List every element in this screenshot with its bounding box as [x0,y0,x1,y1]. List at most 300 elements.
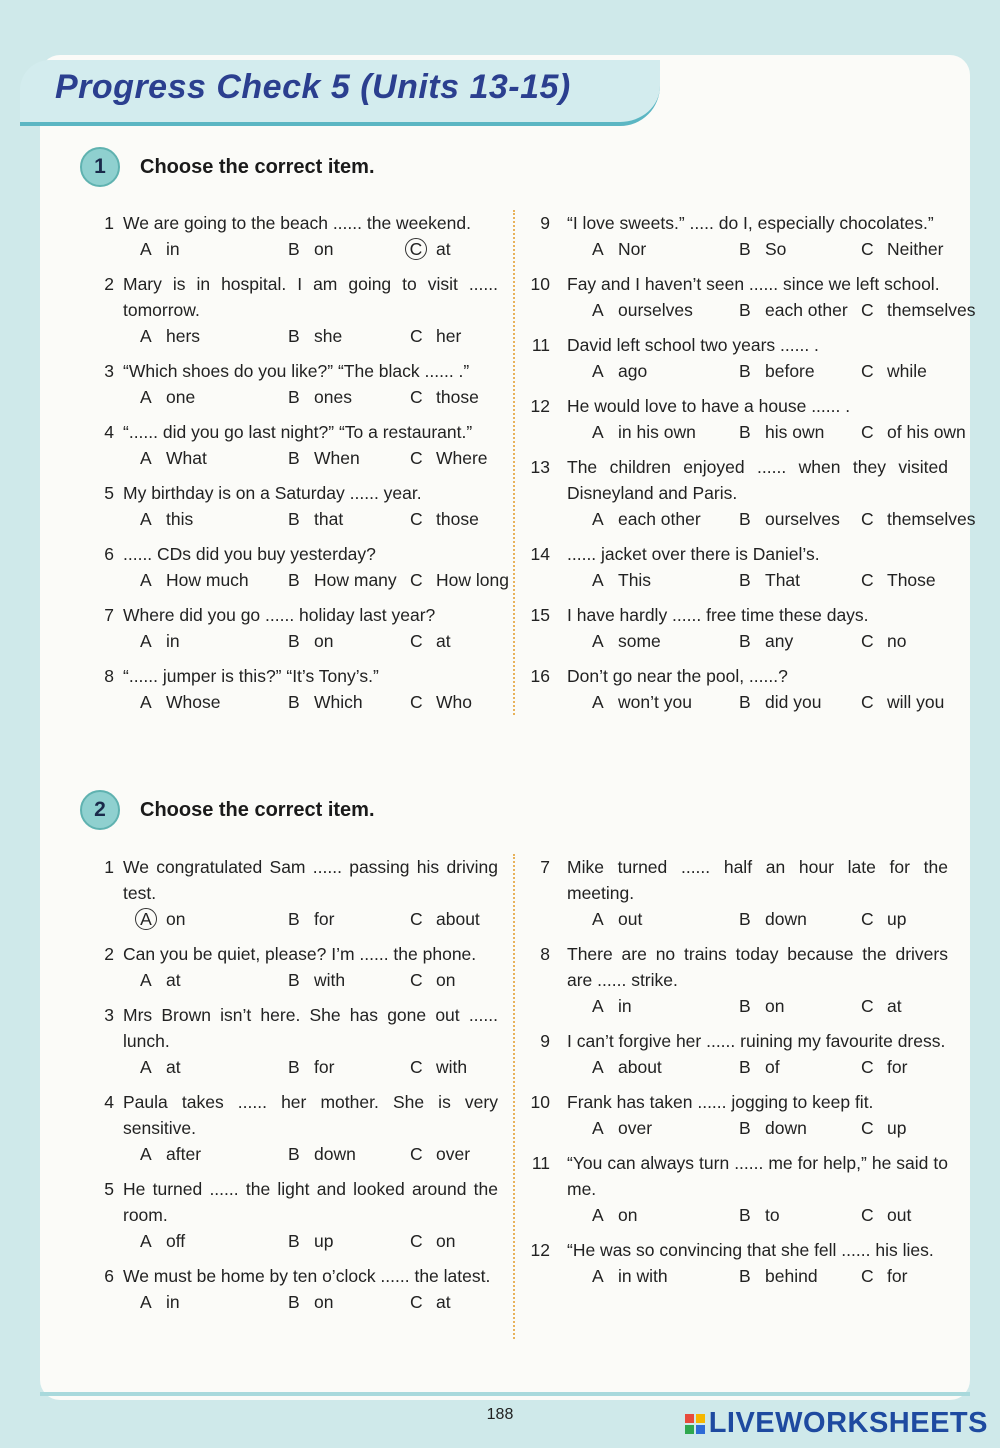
option-a[interactable] [140,567,249,593]
option-b[interactable] [739,906,807,932]
section-2-title: Choose the correct item. [140,798,375,821]
question-number: 6 [104,544,114,564]
option-text: up [887,909,907,929]
option-text: at [166,970,181,990]
option-text: on [618,1205,638,1225]
question-item [542,854,948,932]
question-text: ...... jacket over there is Daniel’s. [567,544,820,564]
option-letter: A [592,509,604,529]
option-b[interactable] [288,1228,333,1254]
question-number: 7 [104,605,114,625]
option-letter: A [140,570,152,590]
question-item [531,1150,948,1228]
option-b[interactable] [288,628,333,654]
option-a[interactable] [140,689,220,715]
answer-options [567,628,948,654]
question-item [98,854,498,932]
option-c[interactable] [410,506,479,532]
option-letter: B [739,996,751,1016]
option-text: with [314,970,346,990]
question-number: 12 [530,1240,550,1260]
question-item [98,1089,498,1167]
option-text: ourselves [765,509,840,529]
question-number: 15 [530,605,550,625]
section-1-badge: 1 [80,147,120,187]
option-text: in [166,631,180,651]
answer-options [123,906,498,932]
answer-options [123,689,498,715]
option-c[interactable] [410,1228,455,1254]
question-number: 16 [530,666,550,686]
option-letter: A [592,361,604,381]
option-c[interactable] [410,567,509,593]
option-a[interactable] [592,358,647,384]
option-letter: C [861,692,874,712]
section-1-header [80,147,375,187]
option-text: any [765,631,794,651]
option-a[interactable] [592,1263,668,1289]
option-letter: A [140,239,152,259]
option-a[interactable] [140,445,207,471]
option-b[interactable] [739,1263,818,1289]
option-a[interactable] [592,906,642,932]
option-text: with [436,1057,468,1077]
option-text: How long [436,570,509,590]
option-c[interactable] [410,236,451,262]
brand-logo [685,1407,988,1440]
question-item [98,419,498,471]
answer-options [123,236,498,262]
option-letter: A [140,692,152,712]
option-a[interactable] [140,1141,201,1167]
option-b[interactable] [288,445,360,471]
option-b[interactable] [288,689,363,715]
option-text: while [887,361,927,381]
option-text: one [166,387,196,407]
option-text: about [618,1057,662,1077]
option-letter: A [592,239,604,259]
question-text: Fay and I haven’t seen ...... since we left school. [567,274,940,294]
option-text: at [436,631,451,651]
page-title: Progress Check 5 (Units 13-15) [55,68,571,106]
question-number: 4 [104,422,114,442]
option-letter: B [739,239,751,259]
question-number: 13 [530,457,550,477]
question-text: My birthday is on a Saturday ...... year. [123,483,422,503]
option-a[interactable] [592,628,661,654]
option-text: ago [618,361,648,381]
option-letter: B [739,509,751,529]
option-c[interactable] [410,1054,467,1080]
question-text: “I love sweets.” ..... do I, especially chocolates.” [567,213,934,233]
option-text: Where [436,448,488,468]
option-a[interactable] [140,236,180,262]
question-text: Frank has taken ...... jogging to keep fit. [567,1092,874,1112]
question-text: “...... did you go last night?” “To a restaurant.” [123,422,473,442]
option-letter: B [288,239,300,259]
option-text: won’t you [618,692,692,712]
option-a[interactable] [592,689,692,715]
option-c[interactable] [861,506,976,532]
question-item [98,480,498,532]
question-text: Can you be quiet, please? I’m ...... the phone. [123,944,477,964]
option-b[interactable] [288,236,333,262]
option-c[interactable] [410,906,480,932]
question-item [542,941,948,1019]
option-letter: A [140,1292,152,1312]
option-text: at [166,1057,181,1077]
question-text: We must be home by ten o’clock ...... the latest. [123,1266,491,1286]
option-text: ourselves [618,300,693,320]
question-number: 10 [530,274,550,294]
question-number: 8 [540,944,550,964]
option-c[interactable] [410,1141,470,1167]
option-b[interactable] [739,358,815,384]
option-letter: A [140,970,152,990]
answer-options [567,993,948,1019]
option-letter: A [592,300,604,320]
question-text: We congratulated Sam ...... passing his driving test. [123,857,498,903]
question-item [530,541,948,593]
answer-options [123,323,498,349]
option-letter: B [288,1292,300,1312]
question-number: 10 [530,1092,550,1112]
option-letter: C [861,1266,874,1286]
section-1-title: Choose the correct item. [140,155,375,178]
option-text: her [436,326,462,346]
option-c[interactable] [861,297,976,323]
option-text: on [765,996,785,1016]
option-text: Whose [166,692,221,712]
option-a[interactable] [140,506,193,532]
option-letter: C [861,1118,874,1138]
answer-options [123,967,498,993]
question-text: He would love to have a house ...... . [567,396,851,416]
option-text: this [166,509,194,529]
option-text: hers [166,326,201,346]
option-b[interactable] [288,1054,334,1080]
section-2-badge: 2 [80,790,120,830]
option-a[interactable] [140,967,181,993]
option-a[interactable] [592,1202,637,1228]
option-letter: B [739,1118,751,1138]
option-letter: C [861,422,874,442]
option-letter: A [592,422,604,442]
option-text: over [618,1118,653,1138]
option-text: out [618,909,643,929]
question-item [542,210,948,262]
option-c[interactable] [861,567,936,593]
answer-options [123,628,498,654]
option-b[interactable] [288,1289,333,1315]
option-text: So [765,239,787,259]
option-letter: A [592,909,604,929]
option-b[interactable] [739,567,800,593]
question-number: 4 [104,1092,114,1112]
option-text: over [436,1144,471,1164]
option-a[interactable] [140,384,195,410]
option-letter: C [410,1144,423,1164]
question-number: 3 [104,1005,114,1025]
option-b[interactable] [288,1141,356,1167]
option-b[interactable] [739,1115,807,1141]
option-b[interactable] [288,906,334,932]
answer-options [567,297,976,323]
option-text: those [436,509,479,529]
option-letter: A [592,1266,604,1286]
option-letter: A [140,387,152,407]
section-1-left-column [98,210,509,724]
option-text: That [765,570,801,590]
option-letter: C [410,692,423,712]
option-a[interactable] [140,323,200,349]
question-number: 1 [104,213,114,233]
option-text: at [436,239,451,259]
option-text: at [436,1292,451,1312]
question-text: Mike turned ...... half an hour late for the meeting. [567,857,948,903]
question-number: 5 [104,483,114,503]
answer-options [567,358,948,384]
question-item [530,602,948,654]
option-letter: B [739,1266,751,1286]
option-c[interactable] [861,993,902,1019]
question-item [542,1028,948,1080]
option-text: on [436,970,456,990]
option-letter: A [140,326,152,346]
option-text: ones [314,387,352,407]
option-c[interactable] [410,1289,451,1315]
option-b[interactable] [739,993,784,1019]
question-text: I can’t forgive her ...... ruining my favourite dress. [567,1031,946,1051]
option-text: each other [618,509,701,529]
option-b[interactable] [288,323,342,349]
option-text: for [887,1266,908,1286]
option-c[interactable] [410,628,451,654]
section-2-right-column [530,854,948,1298]
option-letter: B [288,909,300,929]
option-letter: A [592,692,604,712]
answer-options [567,1263,948,1289]
option-b[interactable] [739,1202,780,1228]
option-letter: C [861,1205,874,1225]
question-item [530,271,976,323]
option-c[interactable] [410,445,488,471]
question-text: “...... jumper is this?” “It’s Tony’s.” [123,666,379,686]
option-letter: C [861,1057,874,1077]
circled-answer-marker: C [405,238,427,260]
option-a[interactable] [140,906,185,932]
option-c[interactable] [861,1202,911,1228]
option-text: on [314,631,334,651]
question-text: ...... CDs did you buy yesterday? [123,544,376,564]
option-b[interactable] [739,236,786,262]
option-letter: C [410,326,423,346]
option-letter: B [288,970,300,990]
option-c[interactable] [861,236,943,262]
option-letter: C [410,1292,423,1312]
option-c[interactable] [410,689,472,715]
option-a[interactable] [592,236,646,262]
answer-options [567,419,966,445]
option-letter: A [140,631,152,651]
option-b[interactable] [288,384,352,410]
answer-options [567,1054,948,1080]
option-a[interactable] [140,1054,181,1080]
option-letter: C [410,909,423,929]
option-a[interactable] [592,993,632,1019]
question-text: “He was so convincing that she fell ...... his lies. [567,1240,934,1260]
option-text: did you [765,692,822,712]
question-text: Don’t go near the pool, ......? [567,666,788,686]
option-c[interactable] [861,1115,906,1141]
answer-options [567,1115,948,1141]
option-c[interactable] [861,358,927,384]
option-c[interactable] [410,384,479,410]
option-b[interactable] [739,506,840,532]
option-letter: C [861,509,874,529]
question-text: “Which shoes do you like?” “The black ...... .” [123,361,470,381]
option-text: before [765,361,815,381]
option-b[interactable] [739,1054,780,1080]
option-a[interactable] [140,628,180,654]
question-number: 14 [530,544,550,564]
option-text: on [436,1231,456,1251]
option-a[interactable] [140,1289,180,1315]
answer-options [567,1202,948,1228]
option-text: each other [765,300,848,320]
option-letter: A [140,1144,152,1164]
option-letter: B [739,300,751,320]
option-text: for [314,909,335,929]
section-2-header [80,790,375,830]
option-letter: C [410,1231,423,1251]
answer-options [123,1228,498,1254]
option-letter: B [288,631,300,651]
option-letter: B [288,326,300,346]
option-letter: B [288,1231,300,1251]
option-text: themselves [887,300,976,320]
option-letter: A [592,1118,604,1138]
option-b[interactable] [288,506,343,532]
answer-options [123,1141,498,1167]
option-b[interactable] [288,967,345,993]
option-c[interactable] [410,967,455,993]
question-number: 2 [104,274,114,294]
answer-options [123,1289,498,1315]
question-item [98,602,498,654]
option-letter: C [861,631,874,651]
question-text: I have hardly ...... free time these days. [567,605,869,625]
question-item [98,541,509,593]
option-letter: A [592,1057,604,1077]
option-text: his own [765,422,825,442]
question-number: 6 [104,1266,114,1286]
option-c[interactable] [861,1263,907,1289]
question-text: Where did you go ...... holiday last year? [123,605,436,625]
question-number: 2 [104,944,114,964]
option-a[interactable] [592,297,693,323]
option-b[interactable] [288,567,397,593]
option-text: in [618,996,632,1016]
option-letter: C [410,570,423,590]
circled-answer-marker: A [135,908,157,930]
section-1-right-column [530,210,976,724]
option-text: on [314,239,334,259]
answer-options [123,506,498,532]
option-letter: B [739,1057,751,1077]
option-letter: A [592,996,604,1016]
option-b[interactable] [739,419,824,445]
option-text: Neither [887,239,944,259]
question-item [98,941,498,993]
option-text: some [618,631,661,651]
option-a[interactable] [140,1228,185,1254]
option-a[interactable] [592,419,696,445]
option-c[interactable] [861,1054,907,1080]
option-text: for [887,1057,908,1077]
question-text: Paula takes ...... her mother. She is very sensitive. [123,1092,498,1138]
option-c[interactable] [410,323,461,349]
option-text: down [314,1144,356,1164]
question-number: 11 [531,1153,550,1173]
option-text: Which [314,692,363,712]
option-b[interactable] [739,628,793,654]
question-text: Mary is in hospital. I am going to visit ...... tomorrow. [123,274,498,320]
option-c[interactable] [861,419,966,445]
option-letter: C [861,909,874,929]
question-item [98,1002,498,1080]
answer-options [567,506,976,532]
option-text: no [887,631,907,651]
option-b[interactable] [739,297,848,323]
option-letter: A [140,448,152,468]
option-text: down [765,1118,807,1138]
option-b[interactable] [739,689,821,715]
option-letter: B [739,1205,751,1225]
question-number: 3 [104,361,114,381]
option-text: Who [436,692,472,712]
option-c[interactable] [861,906,906,932]
option-letter: B [739,570,751,590]
option-text: for [314,1057,335,1077]
option-text: in [166,239,180,259]
option-letter: B [739,361,751,381]
option-text: in his own [618,422,696,442]
option-c[interactable] [861,628,906,654]
option-text: When [314,448,360,468]
option-text: How much [166,570,249,590]
option-text: in [166,1292,180,1312]
question-text: David left school two years ...... . [567,335,819,355]
answer-options [123,567,509,593]
question-item [530,393,966,445]
option-letter: B [288,509,300,529]
question-text: “You can always turn ...... me for help,” he said to me. [567,1153,948,1199]
question-item [98,358,498,410]
option-c[interactable] [861,689,944,715]
answer-options [567,236,948,262]
option-text: on [314,1292,334,1312]
option-a[interactable] [592,1054,662,1080]
option-a[interactable] [592,567,651,593]
option-text: about [436,909,480,929]
option-letter: A [140,509,152,529]
option-text: she [314,326,343,346]
option-text: that [314,509,344,529]
question-number: 1 [104,857,114,877]
option-a[interactable] [592,1115,652,1141]
option-a[interactable] [592,506,701,532]
